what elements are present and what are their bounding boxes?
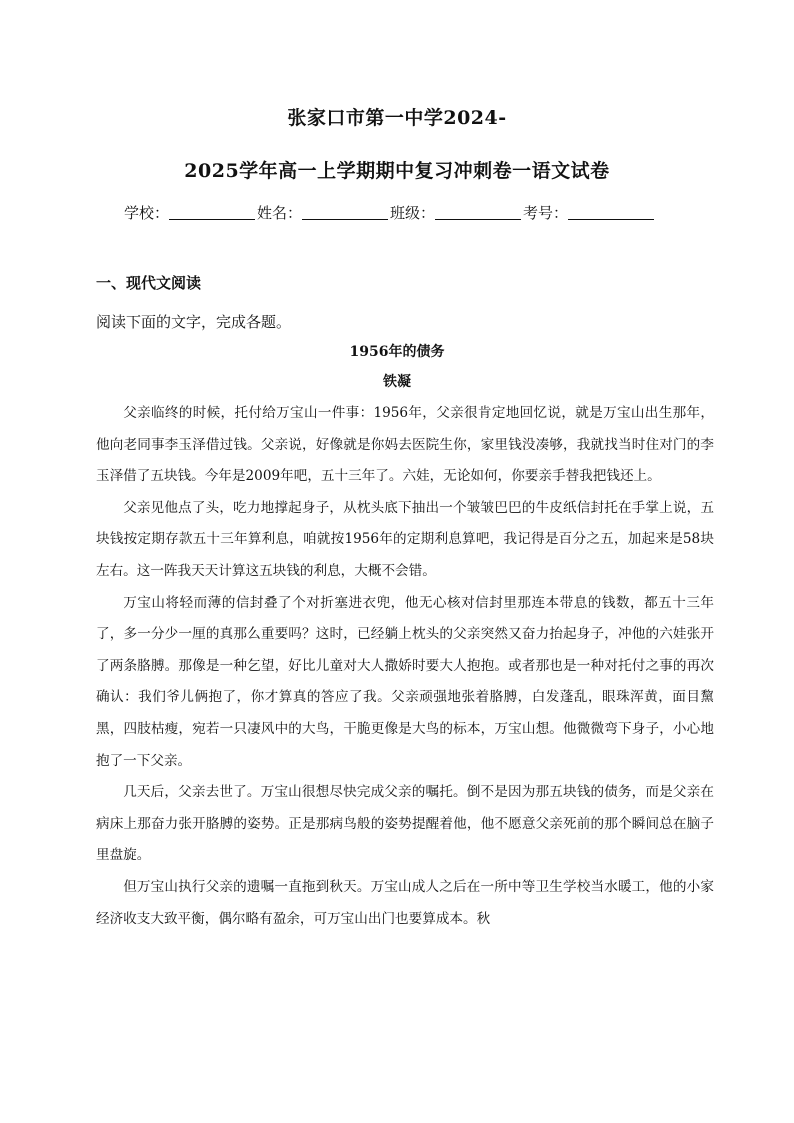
article-author: 铁凝 <box>383 374 411 390</box>
name-label: 姓名： <box>257 204 303 222</box>
article-paragraph: 父亲见他点了头，吃力地撑起身子，从枕头底下抽出一个皱皱巴巴的牛皮纸信封托在手掌上说，五块钱按定期存款五十三年算利息，咱就按1956年的定期利息算吧，我记得是百分之五，加起来是58块左右。这一阵我天天计算这五块钱的利息，大概不会错。 <box>96 499 714 579</box>
school-label: 学校： <box>124 204 170 222</box>
section-heading: 一、现代文阅读 <box>96 274 202 292</box>
exam-title-line1: 张家口市第一中学2024- <box>287 107 507 129</box>
student-info-row <box>124 202 656 223</box>
reading-instruction: 阅读下面的文字，完成各题。 <box>96 313 292 331</box>
class-blank[interactable] <box>435 205 521 220</box>
article-paragraph: 万宝山将轻而薄的信封叠了个对折塞进衣兜，他无心核对信封里那连本带息的钱数，都五十三年了，多一分少一厘的真那么重要吗？这时，已经躺上枕头的父亲突然又奋力抬起身子，冲他的六娃张开了两条胳膊。那像是一种乞望，好比儿童对大人撒娇时要大人抱抱。或者那也是一种对托付之事的再次确认：我们爷儿俩抱了，你才算真的答应了我。父亲顽强地张着胳膊，白发蓬乱，眼珠浑黄，面目黧黑，四肢枯瘦，宛若一只凄风中的大鸟，干脆更像是大鸟的标本，万宝山想。他微微弯下身子，小心地抱了一下父亲。 <box>96 594 714 769</box>
article-body <box>96 398 714 935</box>
article-paragraph: 但万宝山执行父亲的遗嘱一直拖到秋天。万宝山成人之后在一所中等卫生学校当水暖工，他的小家经济收支大致平衡，偶尔略有盈余，可万宝山出门也要算成本。秋 <box>96 878 714 927</box>
article-paragraph: 父亲临终的时候，托付给万宝山一件事：1956年，父亲很肯定地回忆说，就是万宝山出生那年，他向老同事李玉泽借过钱。父亲说，好像就是你妈去医院生你，家里钱没凑够，我就找当时住对门的李玉泽借了五块钱。今年是2009年吧，五十三年了。六娃，无论如何，你要亲手替我把钱还上。 <box>96 405 714 485</box>
article-paragraph: 几天后，父亲去世了。万宝山很想尽快完成父亲的嘱托。倒不是因为那五块钱的债务，而是父亲在病床上那奋力张开胳膊的姿势。正是那病鸟般的姿势提醒着他，他不愿意父亲死前的那个瞬间总在脑子里盘旋。 <box>96 784 714 864</box>
name-blank[interactable] <box>302 205 388 220</box>
class-label: 班级： <box>390 204 436 222</box>
exam-no-blank[interactable] <box>568 205 654 220</box>
school-blank[interactable] <box>169 205 255 220</box>
article-title: 1956年的债务 <box>349 344 445 360</box>
exam-title-line2: 2025学年高一上学期期中复习冲刺卷一语文试卷 <box>184 160 610 182</box>
exam-no-label: 考号： <box>523 204 569 222</box>
